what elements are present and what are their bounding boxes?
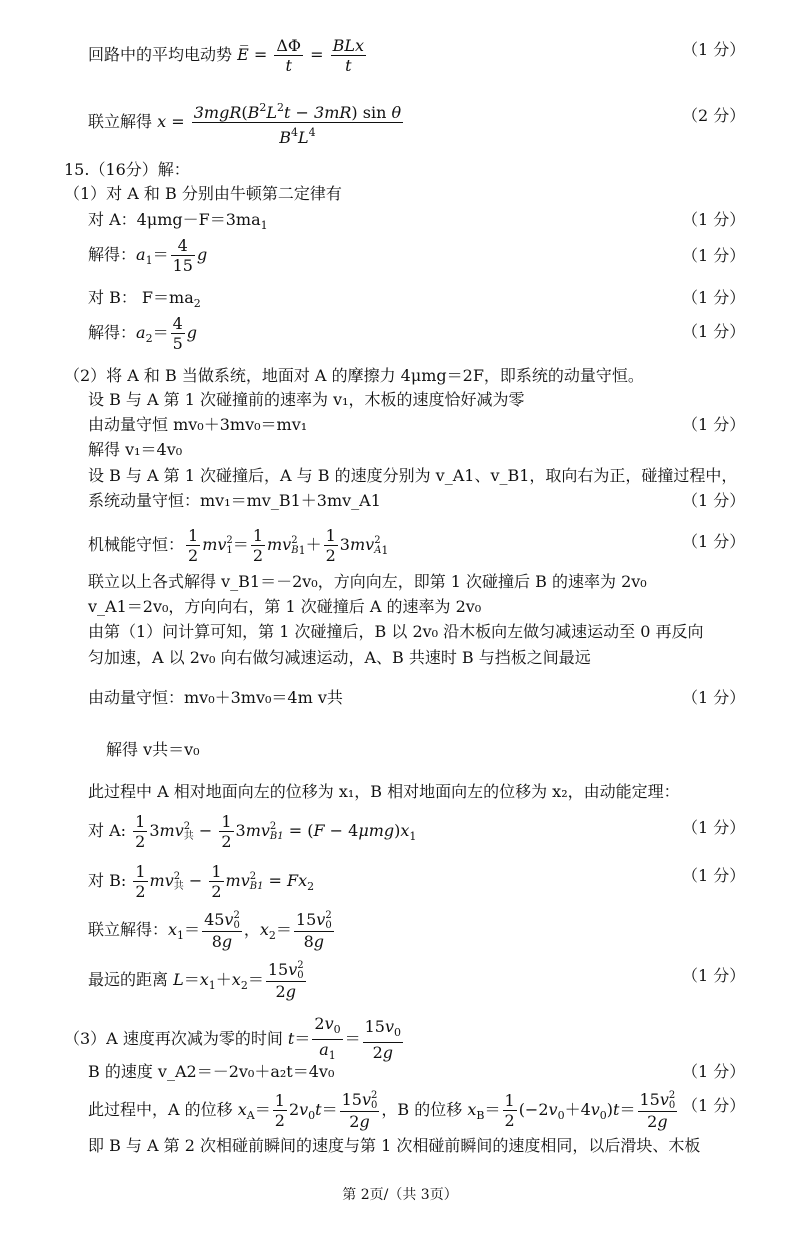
part-3-heading: （3）A 速度再次减为零的时间 t＝ $\frac{2v_0}{a_1}$ ＝ $\frac{15v_0}{2g}$ [64, 1014, 402, 1062]
text-line: 即 B 与 A 第 2 次相碰前瞬间的速度与第 1 次相碰前瞬间的速度相同，以后滑块、木板 [88, 1136, 701, 1155]
eq-a1: 解得：$a_1=$ $\frac{4}{15}$ g [88, 236, 208, 275]
text-line: 匀加速，A 以 2v₀ 向右做匀减速运动，A、B 共速时 B 与挡板之间最远 [88, 648, 591, 667]
text-line: 由第（1）问计算可知，第 1 次碰撞后，B 以 2v₀ 沿木板向左做匀减速运动至 0 再反向 [88, 622, 704, 641]
text-line: 由动量守恒 mv₀＋3mv₀＝mv₁ [88, 415, 308, 434]
kinetic-eq-B: 对 B: $\frac{1}{2}$ mv 2 共 − $\frac{1}{2}$ mv 2 B1 = $Fx_2$ [88, 862, 315, 901]
question-15-heading: 15.（16分）解： [64, 160, 190, 179]
energy-eq: 机械能守恒： $\frac{1}{2}$ mv 2 1 ＝ $\frac{1}{2}$ mv 2 B $_1$＋ $\frac{1}{2}$ 3mv 2 A $_1$ [88, 526, 389, 565]
text-line: 此过程中 A 相对地面向左的位移为 x₁，B 相对地面向左的位移为 x₂，由动能定理： [88, 782, 680, 801]
score-mark: （1 分） [682, 288, 746, 307]
page-footer: 第 2页/（共 3页） [342, 1187, 458, 1203]
part-1-heading: （1）对 A 和 B 分别由牛顿第二定律有 [64, 184, 342, 203]
emf-line: 回路中的平均电动势 E̅ = $\frac{\Delta\Phi}{t}$ = $\frac{\text{BLx}}{t}$ [88, 36, 365, 75]
solve-x-line: 联立解得 x = $\frac{3mgR(B^2L^2t - 3mR) \sin \theta}{B^4L^4}$ [88, 98, 405, 147]
score-mark: （1 分） [682, 688, 746, 707]
displacement-line: 此过程中，A 的位移 $x_A=$ $\frac{1}{2}$ $2v_0t=$ 15v 2 0 2g ，B 的位移 $x_B=$ $\frac{1}{2}$ $(-2v_0+4v_0)t=$ 15v 2 0 2g [88, 1089, 676, 1131]
text-line: 系统动量守恒：mv₁＝mv_B1＋3mv_A1 [88, 491, 381, 510]
score-mark: （1 分） [682, 246, 746, 265]
text-line: 解得 v共＝v₀ [106, 740, 200, 759]
score-mark: （1 分） [682, 966, 746, 985]
max-distance: 最远的距离 $L=x_1+x_2=$ 15v 2 0 2g [88, 959, 304, 1001]
score-mark: （1 分） [682, 1062, 746, 1081]
score-mark: （1 分） [682, 40, 746, 59]
text-line: 解得 v₁＝4v₀ [88, 440, 183, 459]
eq-A: 对 A：$4\mu mg-F=3ma_1$ [88, 210, 268, 232]
text-line: B 的速度 v_A2＝－2v₀＋a₂t＝4v₀ [88, 1062, 335, 1081]
emf-text: 回路中的平均电动势 [88, 45, 233, 64]
score-mark: （2 分） [682, 106, 746, 125]
part-2-heading: （2）将 A 和 B 当做系统，地面对 A 的摩擦力 4μmg＝2F，即系统的动量守恒。 [64, 366, 644, 385]
eq-a2: 解得：$a_2=$ $\frac{4}{5}$ g [88, 314, 198, 353]
text-line: v_A1＝2v₀，方向向右，第 1 次碰撞后 A 的速率为 2v₀ [88, 597, 482, 616]
score-mark: （1 分） [682, 210, 746, 229]
text-line: 联立以上各式解得 v_B1＝－2v₀，方向向左，即第 1 次碰撞后 B 的速率为 2v₀ [88, 572, 647, 591]
x-solutions: 联立解得：$x_1=$ 45v 2 0 8g ，$x_2=$ 15v 2 0 8g [88, 909, 332, 951]
score-mark: （1 分） [682, 818, 746, 837]
score-mark: （1 分） [682, 322, 746, 341]
score-mark: （1 分） [682, 532, 746, 551]
text-line: 由动量守恒：mv₀＋3mv₀＝4m v共 [88, 688, 343, 707]
text-line: 设 B 与 A 第 1 次碰撞后，A 与 B 的速度分别为 v_A1、v_B1，取向右为正，碰撞过程中， [88, 466, 738, 485]
kinetic-eq-A: 对 A: $\frac{1}{2}$ 3mv 2 共 − $\frac{1}{2}$ 3mv 2 B1 = $(F - 4\mu mg)x_1$ [88, 812, 417, 851]
text-line: 设 B 与 A 第 1 次碰撞前的速率为 v₁，木板的速度恰好减为零 [88, 390, 525, 409]
score-mark: （1 分） [682, 866, 746, 885]
score-mark: （1 分） [682, 1096, 746, 1115]
eq-B: 对 B： $F=ma_2$ [88, 288, 201, 310]
score-mark: （1 分） [682, 415, 746, 434]
score-mark: （1 分） [682, 491, 746, 510]
